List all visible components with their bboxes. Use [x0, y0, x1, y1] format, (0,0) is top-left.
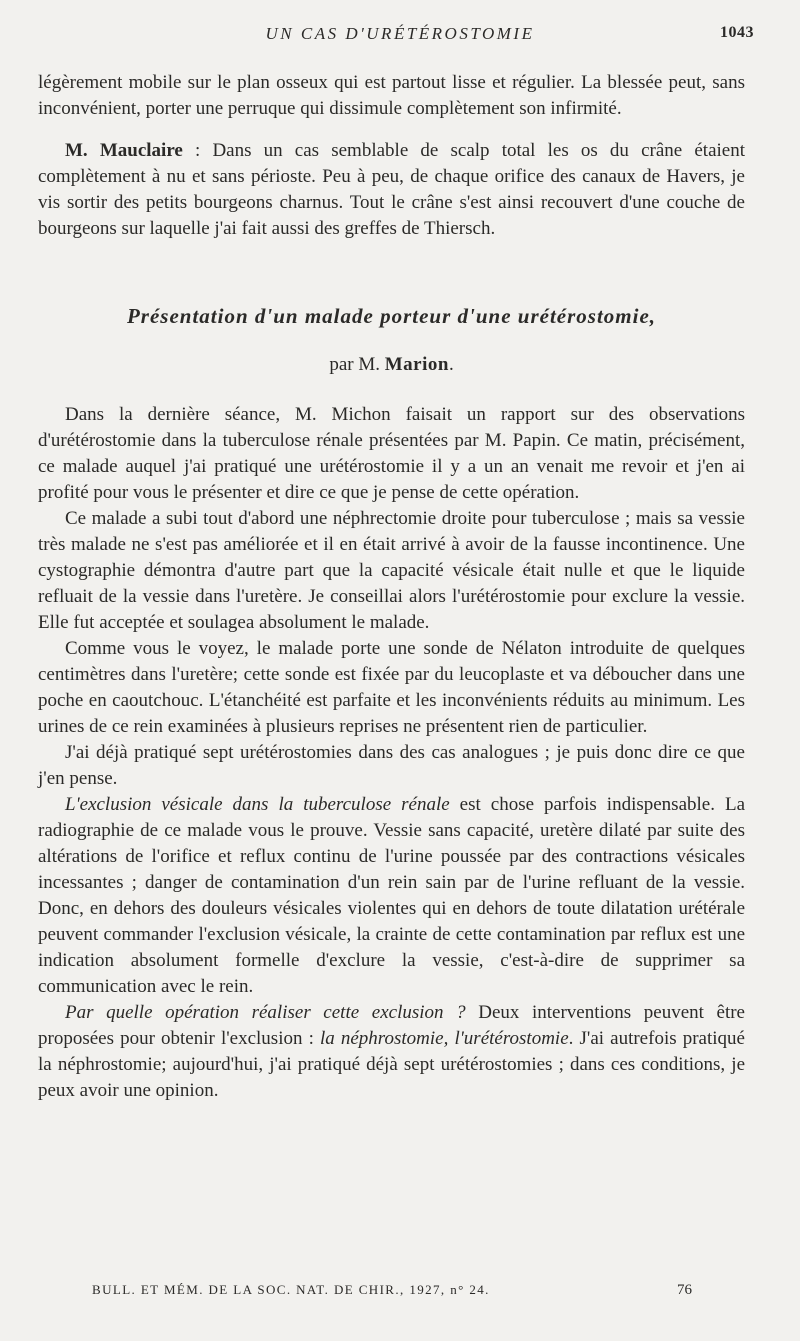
byline-author: Marion — [384, 354, 449, 375]
paragraph-operation-text-a: Deux interventions peuvent être proposées pour obtenir l'exclusion : — [38, 1002, 745, 1049]
italic-question: Par quelle opération réaliser cette exclusion ? — [65, 1002, 466, 1023]
paragraph-intro: Dans la dernière séance, M. Michon faisait un rapport sur des observations d'urétérostomie dans la tuberculose rénale présentées par M. Papin. Ce matin, précisément, ce malade auquel j'ai pratiqué une urétérostomie il y a un an venait me revoir et j'en ai profité pour vous le présenter et dire ce que je pense de cette opération. — [38, 404, 745, 503]
section-title: Présentation d'un malade porteur d'une urétérostomie, — [126, 304, 657, 328]
page-footer — [0, 1282, 800, 1302]
paragraph-continuation: légèrement mobile sur le plan osseux qui est partout lisse et régulier. La blessée peut, sans inconvénient, porter une perruque qui dissimule complètement son infirmité. — [38, 72, 745, 119]
paragraph-operation-text-b: . J'ai autrefois pratiqué la néphrostomie; aujourd'hui, j'ai pratiqué déjà sept urétérostomies ; dans ces conditions, je peux avoir une opinion. — [38, 1028, 745, 1101]
footer-sheet-number: 76 — [677, 1282, 692, 1298]
article-body — [38, 70, 745, 1104]
byline — [38, 352, 745, 378]
italic-exclusion: L'exclusion vésicale dans la tuberculose rénale — [65, 794, 450, 815]
running-head — [0, 22, 800, 46]
byline-suffix: . — [448, 354, 454, 375]
running-title: UN CAS D'URÉTÉROSTOMIE — [265, 24, 535, 43]
paragraph-case: Ce malade a subi tout d'abord une néphrectomie droite pour tuberculose ; mais sa vessie très malade ne s'est pas améliorée et il en était arrivé à avoir de la fausse incontinence. Une cystographie démontra d'autre part que la capacité vésicale était nulle et que le liquide refluait de la vessie dans l'uretère. Je conseillai alors l'urétérostomie pour exclure la vessie. Elle fut acceptée et soulagea absolument le malade. — [38, 508, 745, 633]
paragraph-operation — [38, 1000, 745, 1104]
paragraph-sonde: Comme vous le voyez, le malade porte une sonde de Nélaton introduite de quelques centimètres dans l'uretère; cette sonde est fixée par du leucoplaste et va déboucher dans une poche en caoutchouc. L'étanchéité est parfaite et les inconvénients réduits au minimum. Les urines de ce rein examinées à plusieurs reprises ne présentent rien de particulier. — [38, 638, 745, 737]
page-number: 1043 — [720, 24, 754, 41]
paragraph-mauclaire — [38, 138, 745, 242]
italic-interventions: la néphrostomie, l'urétérostomie — [319, 1028, 569, 1049]
paragraph-exclusion-text: est chose parfois indispensable. La radiographie de ce malade vous le prouve. Vessie sans capacité, uretère dilaté par suite des altérations de l'orifice et reflux continu de l'urine poussée par des contractions vésicales incessantes ; danger de contamination d'un rein sain par de l'urine refluant de la vessie. Donc, en dehors des douleurs vésicales violentes qui en dehors de toute dilatation urétérale peuvent commander l'exclusion vésicale, la crainte de cette contamination par reflux est une indication absolument formelle d'exclure la vessie, c'est-à-dire de supprimer sa communication avec le rein. — [38, 794, 745, 997]
paragraph-mauclaire-text: : Dans un cas semblable de scalp total les os du crâne étaient complètement à nu et sans périoste. Peu à peu, de chaque orifice des canaux de Havers, je vis sortir des petits bourgeons charnus. Tout le crâne s'est ainsi recouvert d'une couche de bourgeons sur laquelle j'ai fait aussi des greffes de Thiersch. — [38, 140, 745, 239]
paragraph-experience: J'ai déjà pratiqué sept urétérostomies dans des cas analogues ; je puis donc dire ce que j'en pense. — [38, 742, 745, 789]
footer-citation: BULL. ET MÉM. DE LA SOC. NAT. DE CHIR., 1927, n° 24. — [92, 1282, 490, 1297]
speaker-name: M. Mauclaire — [65, 140, 183, 161]
byline-prefix: par M. — [329, 354, 385, 375]
paragraph-exclusion — [38, 792, 745, 1000]
